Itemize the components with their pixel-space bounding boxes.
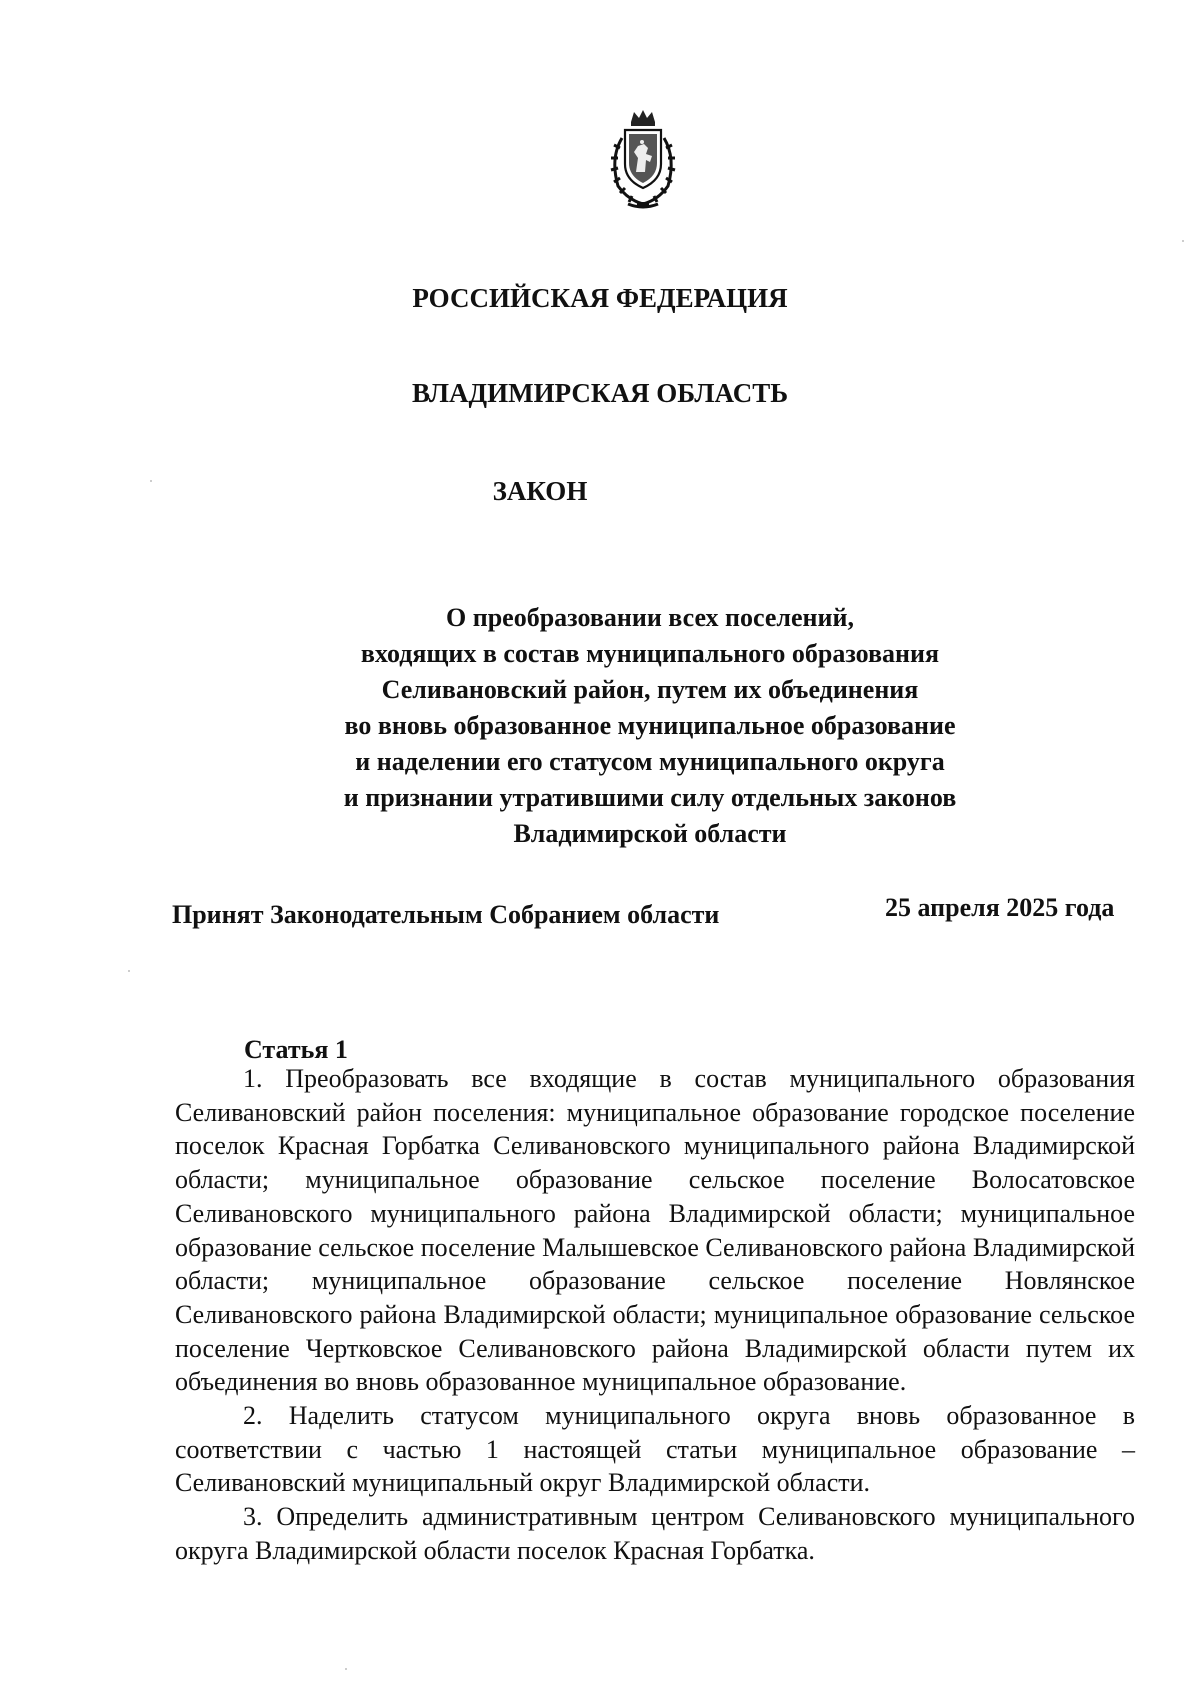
- scan-speck: [345, 1668, 347, 1670]
- law-title-line: входящих в состав муниципального образования: [360, 639, 940, 668]
- law-title-line: и признании утратившими силу отдельных законов: [343, 783, 957, 812]
- law-title: [200, 600, 1100, 852]
- article-paragraph: 3. Определить административным центром Селивановского муниципального округа Владимирской области поселок Красная Горбатка.: [175, 1502, 1135, 1565]
- law-title-line: и наделении его статусом муниципального округа: [355, 747, 945, 776]
- adoption-authority: Принят Законодательным Собранием области: [172, 900, 720, 929]
- document-type-heading: ЗАКОН: [492, 476, 588, 506]
- adoption-date: 25 апреля 2025 года: [885, 893, 1115, 922]
- vladimir-oblast-coat-of-arms-icon: [598, 108, 688, 212]
- scan-speck: [1182, 240, 1184, 242]
- country-heading: РОССИЙСКАЯ ФЕДЕРАЦИЯ: [412, 283, 788, 313]
- law-title-line: О преобразовании всех поселений,: [446, 603, 854, 632]
- law-title-line: Владимирской области: [513, 819, 787, 848]
- article-paragraph: 1. Преобразовать все входящие в состав муниципального образования Селивановский район поселения: муниципальное образование городское поселение поселок Красная Горбатка Селивановского муниципального района Владимирской области; муниципальное образование сельское поселение Волосатовское Селивановского муниципального района Владимирской области; муниципальное образование сельское поселение Малышевское Селивановского района Владимирской области; муниципальное образование сельское поселение Новлянское Селивановского района Владимирской области; муниципальное образование сельское поселение Чертковское Селивановского района Владимирской области путем их объединения во вновь образованное муниципальное образование.: [175, 1064, 1135, 1397]
- region-heading: ВЛАДИМИРСКАЯ ОБЛАСТЬ: [411, 378, 789, 408]
- scan-speck: [128, 970, 130, 972]
- article-heading: Статья 1: [244, 1035, 348, 1064]
- scan-speck: [150, 480, 152, 482]
- law-title-line: во вновь образованное муниципальное образование: [344, 711, 956, 740]
- law-title-line: Селивановский район, путем их объединения: [381, 675, 919, 704]
- article-body: [175, 1062, 1135, 1568]
- article-paragraph: 2. Наделить статусом муниципального округа вновь образованное в соответствии с частью 1 настоящей статьи муниципальное образование – Селивановский муниципальный округ Владимирской области.: [175, 1401, 1135, 1498]
